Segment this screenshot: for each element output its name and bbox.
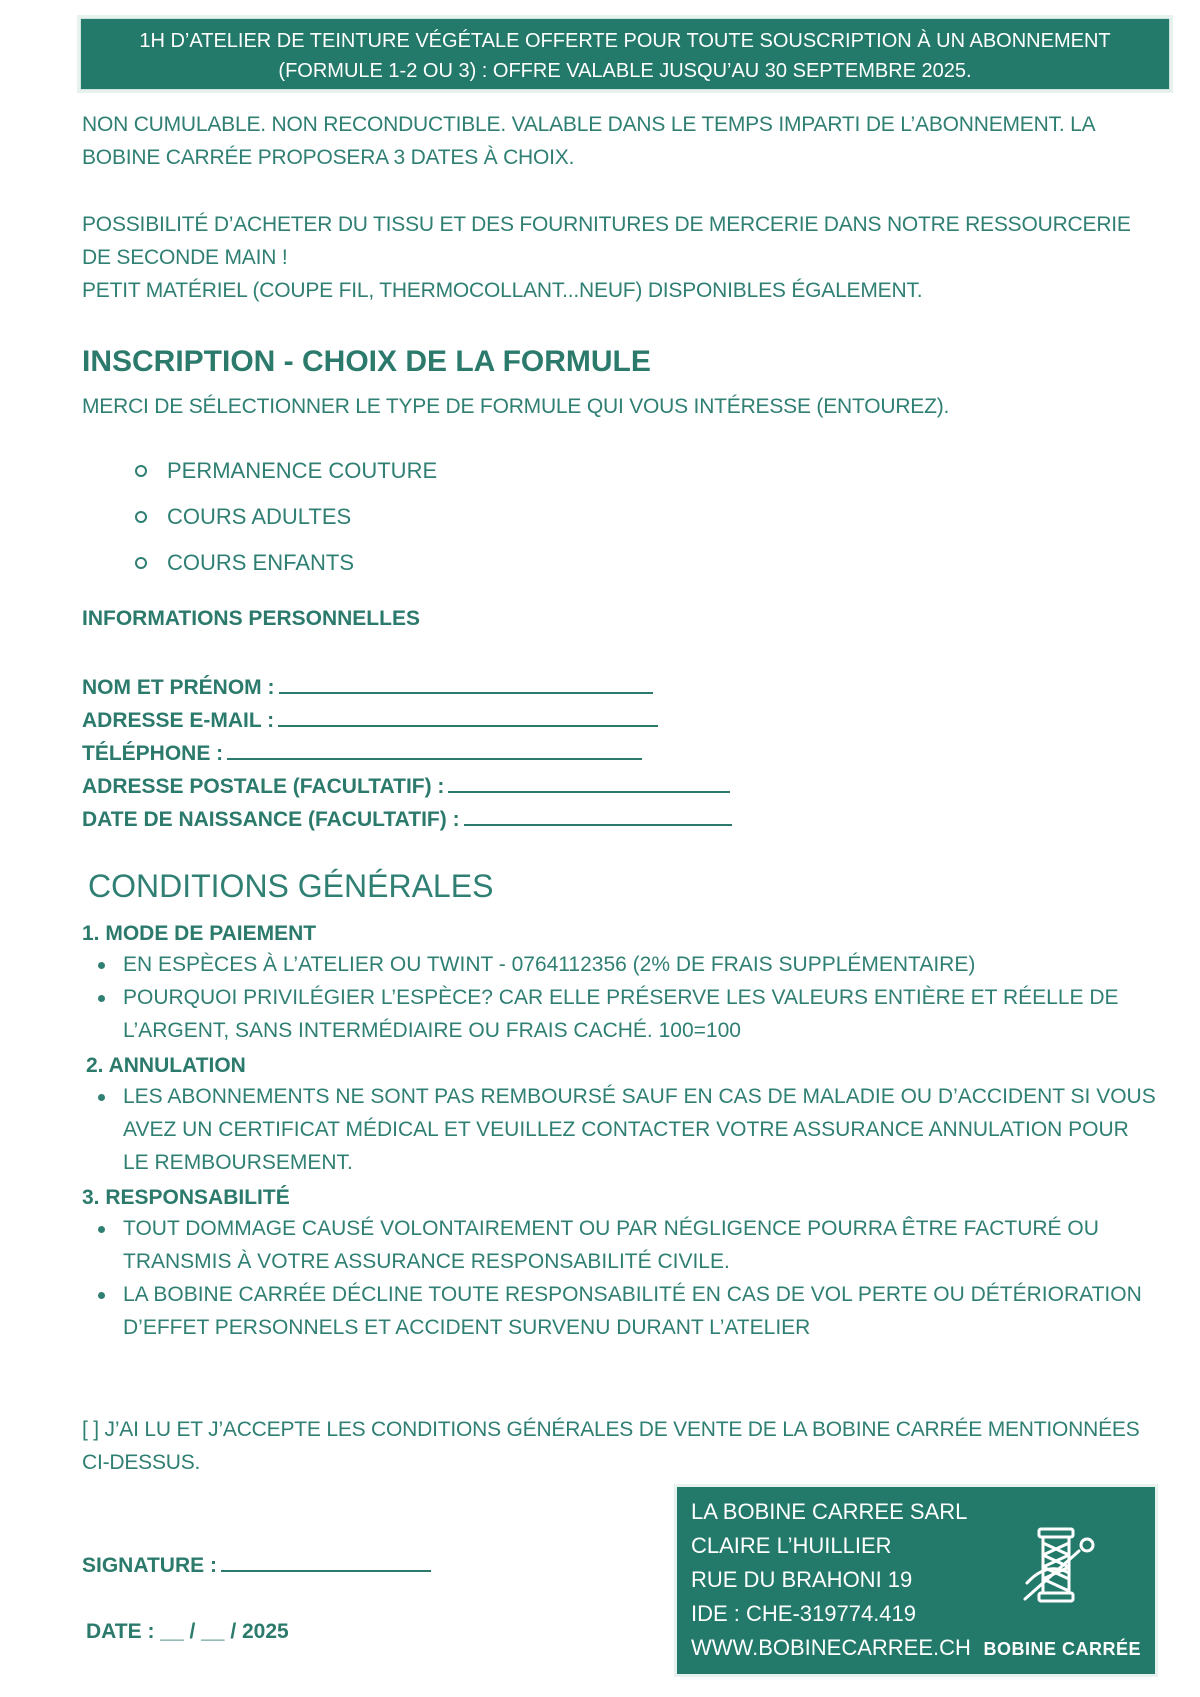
- liability-list: [96, 1212, 1142, 1344]
- name-field[interactable]: [82, 674, 653, 700]
- name-input-line[interactable]: [279, 674, 653, 694]
- postal-address-input-line[interactable]: [448, 773, 730, 793]
- cancellation-section-title: 2. ANNULATION: [86, 1054, 246, 1077]
- website-link[interactable]: WWW.BOBINECARREE.CH: [691, 1635, 971, 1660]
- birth-date-field[interactable]: [82, 806, 732, 832]
- email-input-line[interactable]: [278, 707, 658, 727]
- accept-terms-line2: CI-DESSUS.: [82, 1451, 201, 1474]
- liability-section-title: 3. RESPONSABILITÉ: [82, 1186, 290, 1209]
- promo-banner: [80, 18, 1170, 90]
- conditions-title: CONDITIONS GÉNÉRALES: [88, 868, 494, 904]
- formula-options: [135, 448, 437, 586]
- promo-banner-line1: 1H D’ATELIER DE TEINTURE VÉGÉTALE OFFERTE POUR TOUTE SOUSCRIPTION À UN ABONNEMENT: [139, 30, 1111, 52]
- circle-bullet-icon: [135, 557, 147, 569]
- formula-option-children[interactable]: COURS ENFANTS: [135, 540, 437, 586]
- company-name: LA BOBINE CARREE SARL: [691, 1499, 968, 1524]
- company-info-box: [677, 1487, 1155, 1674]
- intro-p1-line2: BOBINE CARRÉE PROPOSERA 3 DATES À CHOIX.: [82, 146, 575, 169]
- postal-address-field[interactable]: [82, 773, 730, 799]
- list-item: EN ESPÈCES À L’ATELIER OU TWINT - 0764112356 (2% DE FRAIS SUPPLÉMENTAIRE): [96, 948, 1119, 981]
- phone-field[interactable]: [82, 740, 642, 766]
- signature-field[interactable]: [82, 1552, 431, 1578]
- email-field[interactable]: [82, 707, 658, 733]
- payment-list: [96, 948, 1119, 1047]
- cancellation-list: [96, 1080, 1156, 1179]
- phone-input-line[interactable]: [227, 740, 642, 760]
- formula-option-permanence[interactable]: PERMANENCE COUTURE: [135, 448, 437, 494]
- circle-bullet-icon: [135, 465, 147, 477]
- spool-needle-icon: [1017, 1521, 1109, 1616]
- postal-address-label: ADRESSE POSTALE (FACULTATIF) :: [82, 775, 445, 798]
- name-label: NOM ET PRÉNOM :: [82, 676, 275, 699]
- accept-terms-line1[interactable]: [ ] J’AI LU ET J’ACCEPTE LES CONDITIONS GÉNÉRALES DE VENTE DE LA BOBINE CARRÉE MENTIONNÉES: [82, 1418, 1140, 1441]
- brand-name: BOBINE CARRÉE: [983, 1639, 1141, 1659]
- intro-p2-line3: PETIT MATÉRIEL (COUPE FIL, THERMOCOLLANT...NEUF) DISPONIBLES ÉGALEMENT.: [82, 279, 923, 302]
- inscription-instruction: MERCI DE SÉLECTIONNER LE TYPE DE FORMULE QUI VOUS INTÉRESSE (ENTOUREZ).: [82, 395, 950, 418]
- intro-p2-line2: DE SECONDE MAIN !: [82, 246, 288, 269]
- payment-section-title: 1. MODE DE PAIEMENT: [82, 922, 317, 945]
- circle-bullet-icon: [135, 511, 147, 523]
- date-label: DATE : __ / __ / 2025: [86, 1620, 289, 1643]
- list-item: LA BOBINE CARRÉE DÉCLINE TOUTE RESPONSABILITÉ EN CAS DE VOL PERTE OU DÉTÉRIORATION D’EFFET PERSONNELS ET ACCIDENT SURVENU DURANT L’ATELIER: [96, 1278, 1142, 1344]
- birth-date-input-line[interactable]: [464, 806, 732, 826]
- personal-info-title: INFORMATIONS PERSONNELLES: [82, 607, 420, 630]
- list-item: TOUT DOMMAGE CAUSÉ VOLONTAIREMENT OU PAR NÉGLIGENCE POURRA ÊTRE FACTURÉ OU TRANSMIS À VOTRE ASSURANCE RESPONSABILITÉ CIVILE.: [96, 1212, 1142, 1278]
- inscription-title: INSCRIPTION - CHOIX DE LA FORMULE: [82, 345, 651, 378]
- intro-p1-line1: NON CUMULABLE. NON RECONDUCTIBLE. VALABLE DANS LE TEMPS IMPARTI DE L’ABONNEMENT. LA: [82, 113, 1096, 136]
- list-item: POURQUOI PRIVILÉGIER L’ESPÈCE? CAR ELLE PRÉSERVE LES VALEURS ENTIÈRE ET RÉELLE DE L’ARGENT, SANS INTERMÉDIAIRE OU FRAIS CACHÉ. 100=100: [96, 981, 1119, 1047]
- email-label: ADRESSE E-MAIL :: [82, 709, 275, 732]
- date-field[interactable]: [86, 1620, 289, 1644]
- contact-person: CLAIRE L’HUILLIER: [691, 1533, 892, 1558]
- ide-number: IDE : CHE-319774.419: [691, 1601, 917, 1626]
- birth-date-label: DATE DE NAISSANCE (FACULTATIF) :: [82, 808, 460, 831]
- phone-label: TÉLÉPHONE :: [82, 742, 224, 765]
- intro-p2-line1: POSSIBILITÉ D’ACHETER DU TISSU ET DES FOURNITURES DE MERCERIE DANS NOTRE RESSOURCERIE: [82, 213, 1131, 236]
- signature-label: SIGNATURE :: [82, 1554, 217, 1577]
- promo-banner-line2: (FORMULE 1-2 OU 3) : OFFRE VALABLE JUSQU’AU 30 SEPTEMBRE 2025.: [278, 60, 972, 82]
- formula-option-adults[interactable]: COURS ADULTES: [135, 494, 437, 540]
- signature-input-line[interactable]: [221, 1552, 431, 1572]
- street-address: RUE DU BRAHONI 19: [691, 1567, 913, 1592]
- list-item: LES ABONNEMENTS NE SONT PAS REMBOURSÉ SAUF EN CAS DE MALADIE OU D’ACCIDENT SI VOUS AVEZ UN CERTIFICAT MÉDICAL ET VEUILLEZ CONTACTER VOTRE ASSURANCE ANNULATION POUR LE REMBOURSEMENT.: [96, 1080, 1156, 1179]
